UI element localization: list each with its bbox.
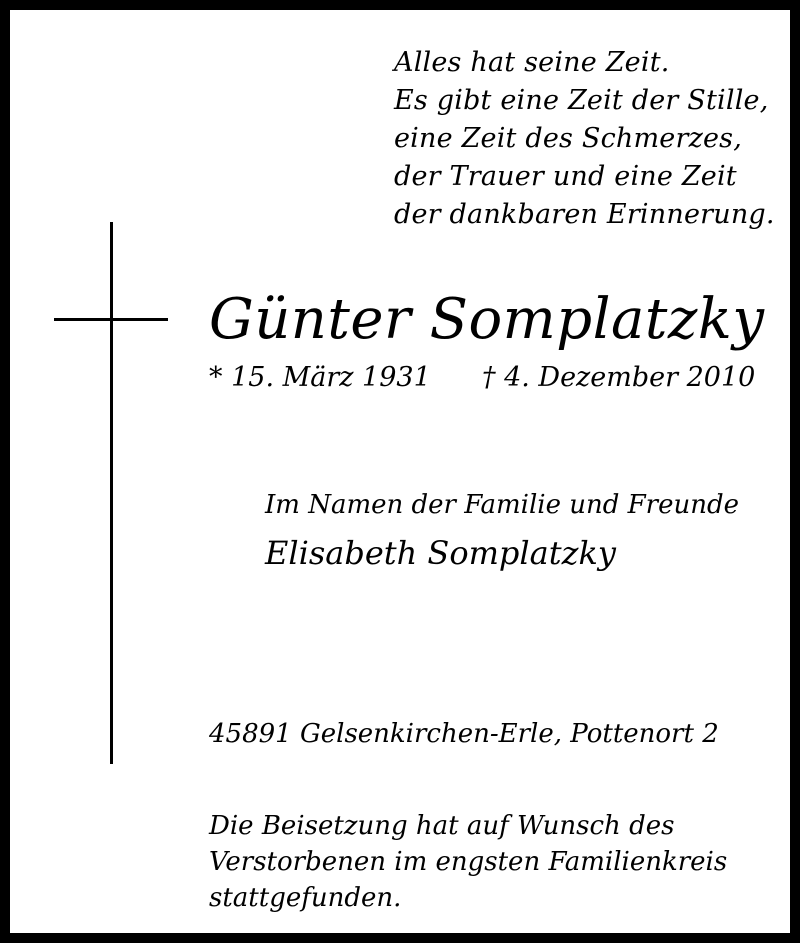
burial-line: Die Beisetzung hat auf Wunsch des (209, 811, 675, 841)
cross-horizontal-beam (54, 318, 168, 321)
mourners-intro: Im Namen der Familie und Freunde (265, 490, 740, 520)
mourner-name: Elisabeth Somplatzky (265, 534, 616, 572)
death-date: † 4. Dezember 2010 (482, 362, 756, 393)
latin-cross-icon (54, 222, 168, 764)
poem-line: der Trauer und eine Zeit (394, 161, 737, 192)
birth-date: * 15. März 1931 (209, 362, 431, 393)
poem-line: eine Zeit des Schmerzes, (394, 123, 743, 154)
burial-line: Verstorbenen im engsten Familienkreis (209, 847, 728, 877)
address: 45891 Gelsenkirchen-Erle, Pottenort 2 (209, 719, 719, 749)
poem-line: der dankbaren Erinnerung. (394, 199, 775, 230)
poem-line: Es gibt eine Zeit der Stille, (394, 85, 769, 116)
deceased-name: Günter Somplatzky (209, 287, 765, 352)
poem-line: Alles hat seine Zeit. (394, 47, 670, 78)
cross-vertical-beam (110, 222, 113, 764)
burial-notice (209, 808, 727, 916)
burial-line: stattgefunden. (209, 883, 402, 913)
memorial-poem (394, 44, 775, 234)
